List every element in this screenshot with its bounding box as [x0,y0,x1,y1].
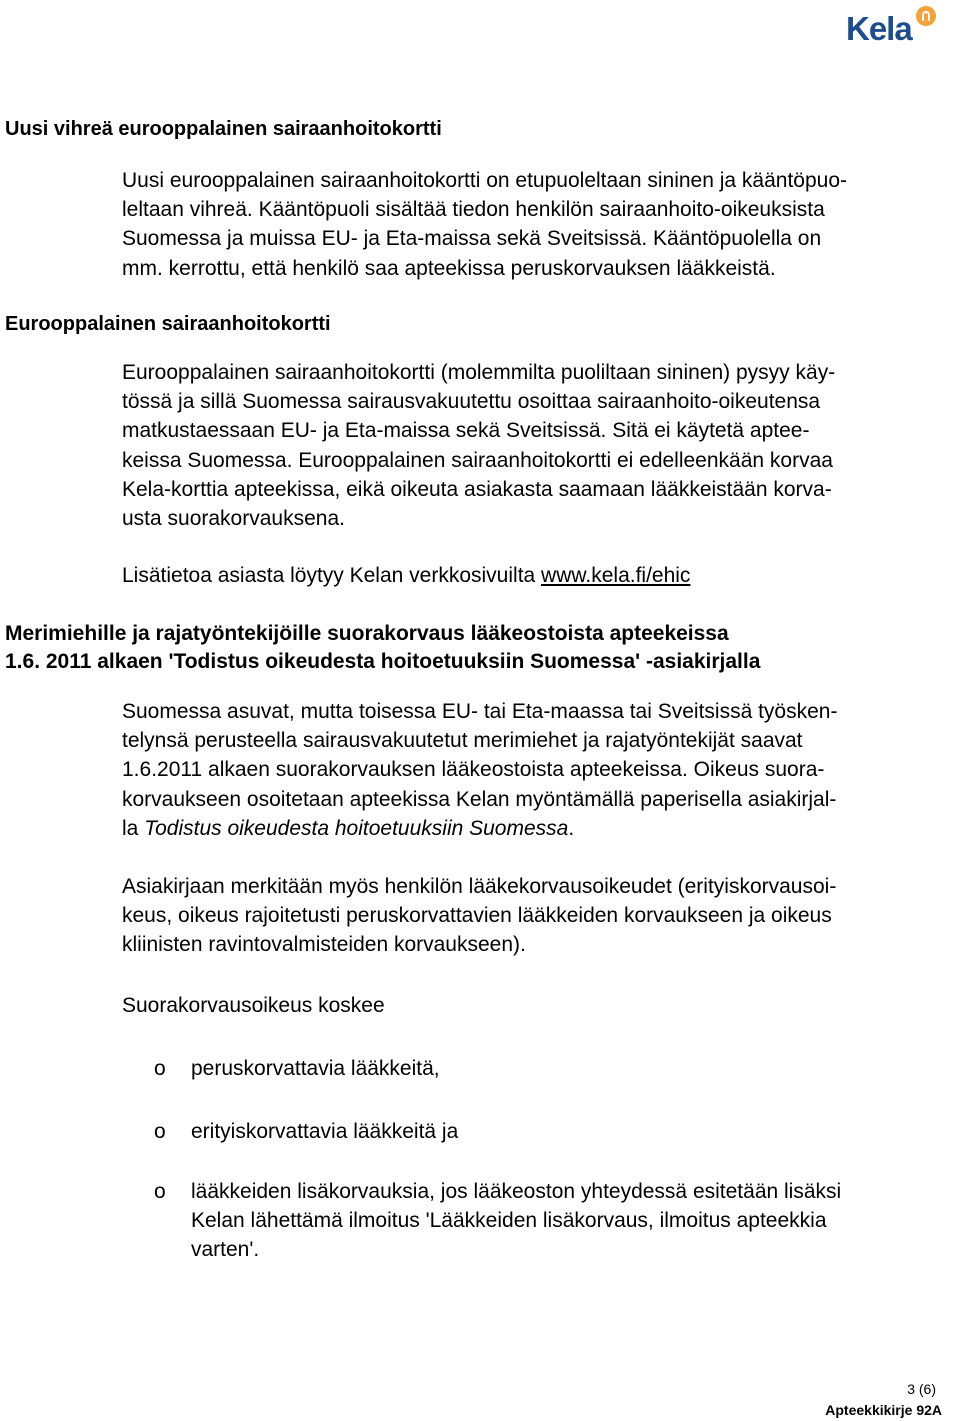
bullet-marker: o [154,1057,166,1080]
list-intro: Suorakorvausoikeus koskee [122,994,385,1017]
bullet-marker: o [154,1120,166,1143]
section-title-seafarers [5,620,945,676]
text-line: telynsä perusteella sairausvakuutetut merimiehet ja rajatyöntekijät saavat [122,729,803,753]
text-line: mm. kerrottu, että henkilö saa apteekissa peruskorvauksen lääkkeistä. [122,256,776,280]
text-line: Asiakirjaan merkitään myös henkilön lääkekorvausoikeudet (erityiskorvausoi- [122,875,837,898]
text-line: Eurooppalainen sairaanhoitokortti (molemmilta puoliltaan sininen) pysyy käy- [122,361,836,384]
logo-text: Kela [846,10,912,47]
paragraph-new-green-card [122,166,934,283]
paragraph-seafarers-2 [122,872,934,960]
paragraph-european-card [122,358,934,533]
text-line: Uusi eurooppalainen sairaanhoitokortti on etupuoleltaan sininen ja kääntöpuo- [122,169,848,192]
text-line: leltaan vihreä. Kääntöpuoli sisältää tiedon henkilön sairaanhoito-oikeuksista [122,198,825,222]
text-line: keus, oikeus rajoitetusti peruskorvattavien lääkkeiden korvaukseen ja oikeus [122,904,832,928]
text-line: korvaukseen osoitetaan apteekissa Kelan myöntämällä paperisella asiakirjal- [122,787,837,811]
document-name-italic: Todistus oikeudesta hoitoetuuksiin Suomessa [144,816,569,840]
text-line: usta suorakorvauksena. [122,507,345,531]
more-info-text: Lisätietoa asiasta löytyy Kelan verkkosivuilta [122,564,542,587]
kela-ehic-link[interactable]: www.kela.fi/ehic [541,564,691,587]
section-title-european-card: Eurooppalainen sairaanhoitokortti [5,313,331,335]
list-item-text: Kelan lähettämä ilmoitus 'Lääkkeiden lisäkorvaus, ilmoitus apteekkia [191,1209,827,1232]
list-item-text: lääkkeiden lisäkorvauksia, jos lääkeoston yhteydessä esitetään lisäksi [191,1180,842,1203]
paragraph-seafarers-1 [122,697,934,843]
list-item [191,1177,941,1264]
list-item-text: varten'. [191,1238,260,1261]
text-line: Kela-korttia apteekissa, eikä oikeuta asiakasta saamaan lääkkeistään korva- [122,477,832,501]
text-line: kliinisten ravintovalmisteiden korvaukseen). [122,933,526,957]
title-line: Merimiehille ja rajatyöntekijöille suorakorvaus lääkeostoista apteekeissa [5,622,729,645]
section-title-new-green-card: Uusi vihreä eurooppalainen sairaanhoitokortti [5,118,442,140]
text-line: Suomessa asuvat, mutta toisessa EU- tai Eta-maassa tai Sveitsissä työsken- [122,700,838,723]
kela-logo [846,6,936,48]
list-item [191,1054,941,1083]
text-line: 1.6.2011 alkaen suorakorvauksen lääkeostoista apteekeissa. Oikeus suora- [122,758,825,782]
text-prefix: la [122,816,145,840]
page-number: 3 (6) [907,1381,936,1397]
list-item-text: erityiskorvattavia lääkkeitä ja [191,1120,459,1143]
document-name: Apteekkikirje 92A [825,1402,942,1418]
more-info-line [122,561,934,590]
bullet-marker: o [154,1180,166,1203]
list-item [191,1117,941,1146]
title-line: 1.6. 2011 alkaen 'Todistus oikeudesta hoitoetuuksiin Suomessa' -asiakirjalla [5,650,761,673]
text-line: Suomessa ja muissa EU- ja Eta-maissa sekä Sveitsissä. Kääntöpuolella on [122,227,822,251]
text-line: keissa Suomessa. Eurooppalainen sairaanhoitokortti ei edelleenkään korvaa [122,448,833,472]
logo-mark-icon [916,6,936,26]
text-suffix: . [568,816,575,840]
list-item-text: peruskorvattavia lääkkeitä, [191,1057,440,1080]
text-line: matkustaessaan EU- ja Eta-maissa sekä Sveitsissä. Sitä ei käytetä aptee- [122,419,810,443]
text-line [122,814,934,843]
text-line: tössä ja sillä Suomessa sairausvakuutettu osoittaa sairaanhoito-oikeutensa [122,390,821,414]
